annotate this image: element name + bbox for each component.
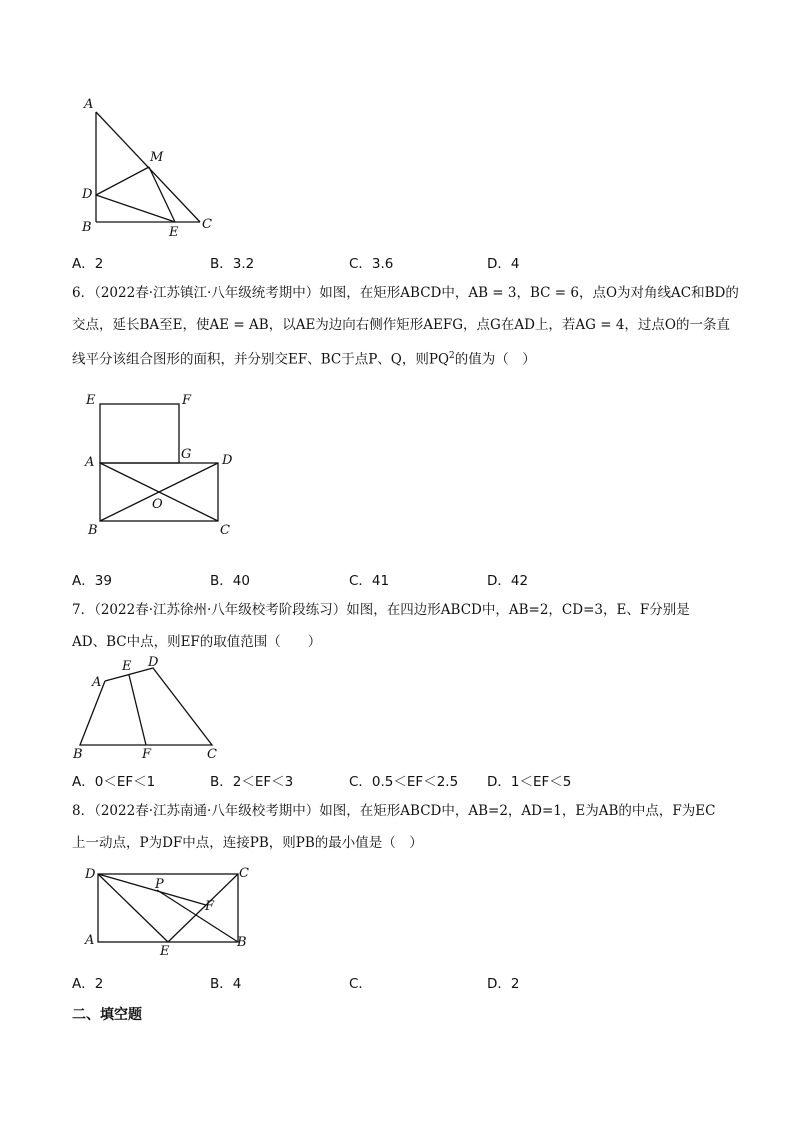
q7-label-c: C <box>207 747 217 762</box>
q6-option-d: D．42 <box>487 573 529 589</box>
q6-stem-line-2: 交点，延长BA至E，使AE = AB，以AE为边向右侧作矩形AEFG，点G在AD上，若AG = 4，过点O的一条直 <box>72 317 730 333</box>
q8-stem-line-2: 上一动点，P为DF中点，连接PB，则PB的最小值是（ ） <box>72 835 423 851</box>
q8-option-d: D．2 <box>487 976 520 992</box>
q7-option-c: C．0.5＜EF＜2.5 <box>349 774 459 790</box>
q5-option-b: B．3.2 <box>210 256 255 272</box>
q7-label-a: A <box>92 675 102 690</box>
q8-option-a: A．2 <box>72 976 104 992</box>
q8-option-b: B．4 <box>210 976 242 992</box>
q6-option-b: B．40 <box>210 573 250 589</box>
q6-label-d: D <box>222 453 233 468</box>
q7-option-d: D．1＜EF＜5 <box>487 774 572 790</box>
q5-label-e: E <box>169 225 179 240</box>
q6-label-g: G <box>181 447 192 462</box>
q8-label-b: B <box>237 935 247 950</box>
q5-label-c: C <box>202 217 212 232</box>
q7-label-b: B <box>73 747 83 762</box>
q7-stem-line-1: 7．（2022春·江苏徐州·八年级校考阶段练习）如图，在四边形ABCD中，AB=2，CD=3，E、F分别是 <box>72 602 690 618</box>
q5-option-d: D．4 <box>487 256 520 272</box>
q5-label-m: M <box>150 150 164 165</box>
q6-stem-line-3 <box>72 346 536 370</box>
q6-option-a: A．39 <box>72 573 112 589</box>
q7-figure <box>66 654 226 764</box>
q8-figure <box>80 862 260 962</box>
q5-option-c: C．3.6 <box>349 256 394 272</box>
q6-label-c: C <box>220 523 230 538</box>
q5-label-d: D <box>82 187 93 202</box>
section-heading-fill-in: 二、填空题 <box>72 1007 142 1023</box>
q6-figure <box>80 390 250 542</box>
q6-label-a: A <box>85 455 95 470</box>
q7-option-b: B．2＜EF＜3 <box>210 774 294 790</box>
q8-label-c: C <box>239 866 249 881</box>
q8-label-p: P <box>155 877 164 892</box>
q6-label-b: B <box>88 523 98 538</box>
q5-figure <box>70 90 230 240</box>
q8-label-a: A <box>85 933 95 948</box>
q8-label-d: D <box>85 867 96 882</box>
q6-stem-line-3-pre: 线平分该组合图形的面积，并分别交EF、BC于点P、Q，则PQ <box>72 351 450 368</box>
q6-label-e: E <box>86 393 96 408</box>
q6-label-o: O <box>152 497 163 512</box>
q8-label-e: E <box>160 944 170 959</box>
q5-label-a: A <box>84 97 94 112</box>
q6-option-c: C．41 <box>349 573 390 589</box>
q8-option-c: C． <box>349 976 372 992</box>
q6-label-f: F <box>182 393 192 408</box>
q6-stem-line-3-post: 的值为（ ） <box>454 351 536 368</box>
q7-stem-line-2: AD、BC中点，则EF的取值范围（ ） <box>72 634 322 650</box>
q8-stem-line-1: 8．（2022春·江苏南通·八年级校考期中）如图，在矩形ABCD中，AB=2，AD=1，E为AB的中点，F为EC <box>72 803 716 819</box>
q7-label-f: F <box>142 747 152 762</box>
q7-label-d: D <box>148 655 159 670</box>
q7-label-e: E <box>122 659 132 674</box>
q6-stem-line-1: 6．（2022春·江苏镇江·八年级统考期中）如图，在矩形ABCD中，AB = 3，BC = 6，点O为对角线AC和BD的 <box>72 285 739 301</box>
q5-label-b: B <box>82 220 92 235</box>
q5-option-a: A．2 <box>72 256 104 272</box>
q6-stem-exponent: 2 <box>449 351 455 361</box>
q7-option-a: A．0＜EF＜1 <box>72 774 156 790</box>
q8-label-f: F <box>205 899 215 914</box>
